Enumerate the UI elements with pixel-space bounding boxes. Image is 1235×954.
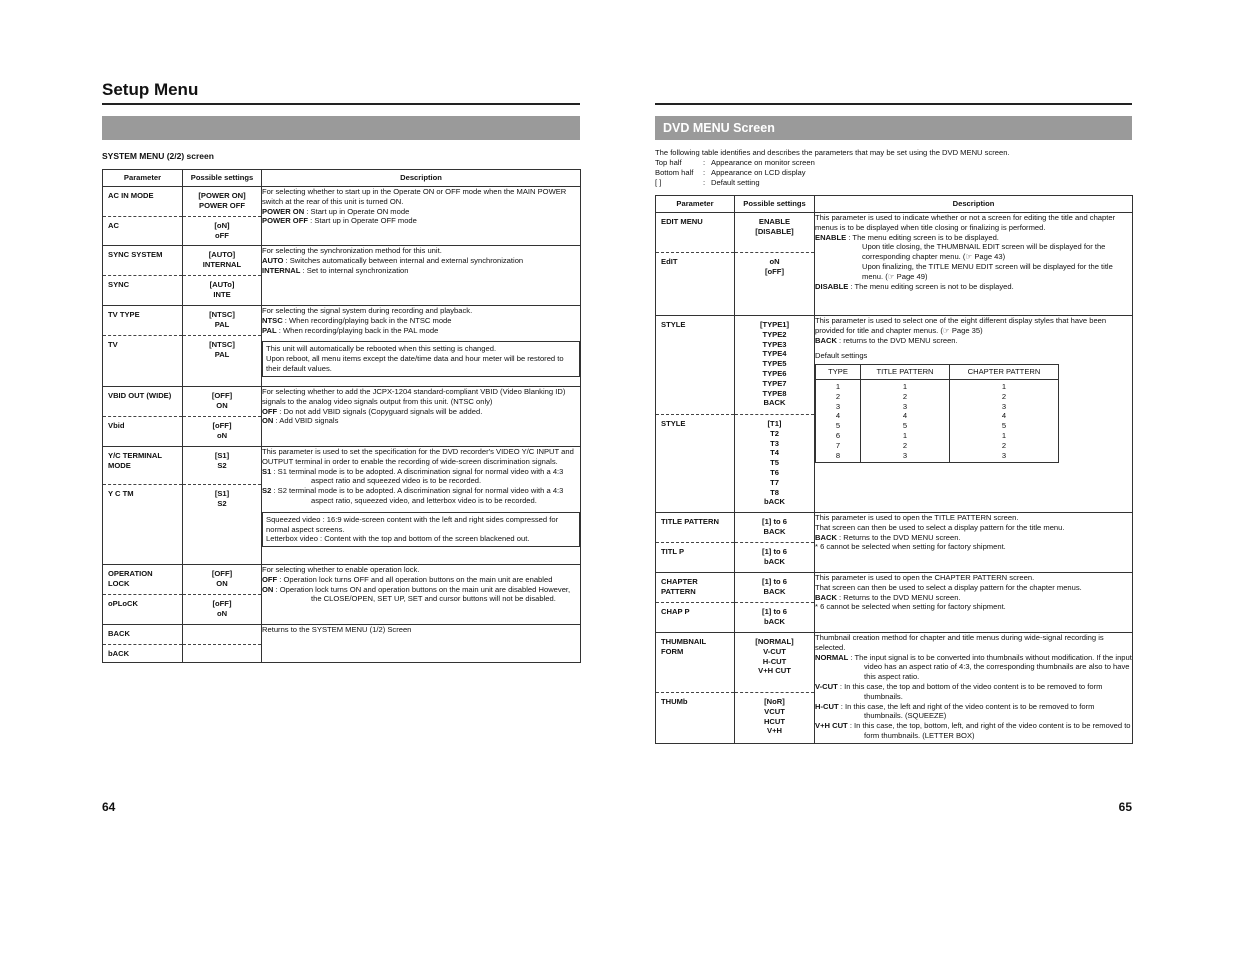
section-band-left (102, 116, 580, 140)
description-line: V+H CUT : In this case, the top, bottom, left, and right of the video content is to be removed to form thumbnails. (LETTER BOX) (815, 721, 1131, 740)
possible-settings: [1] to 6 BACK (762, 577, 787, 596)
settings-stack (735, 213, 814, 280)
title-rule (102, 103, 580, 105)
description-line: * 6 cannot be selected when setting for factory shipment. (815, 542, 1006, 552)
description-line: NORMAL : The input signal is to be converted into thumbnails without modification. If the input video has an aspect ratio of 4:3, the corresponding thumbnails are also to have this aspect ratio. (815, 652, 1132, 682)
possible-settings: [1] to 6 BACK (762, 517, 787, 536)
default-table-column: 1 2 3 4 5 1 2 3 (861, 379, 950, 462)
description-line: OFF : Operation lock turns OFF and all operation buttons on the main unit are enabled (262, 574, 553, 584)
parameter-cell (103, 246, 183, 306)
settings-cell (183, 187, 262, 246)
header-parameter: Parameter (656, 196, 735, 213)
dvd-menu-table (655, 195, 1133, 744)
possible-settings: [TYPE1] TYPE2 TYPE3 TYPE4 TYPE5 TYPE6 TYPE7 TYPE8 BACK (759, 320, 790, 408)
description-line: For selecting whether to add the JCPX-1204 standard-compliant VBID (Video Blanking ID) signals to the analog video signals output from this unit. (NTSC only) (262, 387, 566, 406)
parameter-cell (103, 187, 183, 246)
parameter-stack (656, 513, 734, 572)
description-line: ON : Operation lock turns ON and operation buttons on the main unit are disabled However, the CLOSE/OPEN, SET UP, SET and cursor buttons will not be disabled. (262, 584, 571, 604)
description-cell (262, 565, 581, 625)
description-cell (262, 447, 581, 565)
description-cell (815, 513, 1133, 573)
parameter-stack (103, 625, 182, 662)
description-line: This parameter is used to open the CHAPTER PATTERN screen. (815, 573, 1035, 582)
settings-stack (735, 316, 814, 510)
description-line: Upon finalizing, the TITLE MENU EDIT screen will be displayed for the title menu. (☞ Page 49) (862, 261, 1113, 281)
parameter-name: CHAP P (656, 602, 734, 632)
settings-stack (183, 625, 261, 652)
parameter-cell (103, 447, 183, 565)
settings-cell (183, 447, 262, 565)
title-rule (655, 103, 1132, 105)
parameter-stack (103, 387, 182, 446)
settings-stack (735, 513, 814, 570)
settings-stack (183, 187, 261, 244)
header-possible-settings: Possible settings (735, 196, 815, 213)
header-description: Description (815, 196, 1133, 213)
default-table-header: TITLE PATTERN (861, 365, 950, 380)
parameter-name: Y/C TERMINAL MODE (108, 451, 162, 470)
description-line: BACK : Returns to the DVD MENU screen. (815, 532, 961, 542)
possible-settings: [oFF] oN (183, 594, 261, 622)
table-row (656, 633, 1133, 744)
parameter-name: TV (103, 335, 182, 386)
description-line: OFF : Do not add VBID signals (Copyguard signals will be added. (262, 406, 483, 416)
parameter-name: AC IN MODE (108, 191, 154, 200)
description-line: This parameter is used to select one of the eight different display styles that have been provided for title and chapter menus. (☞ Page 35) (815, 316, 1107, 335)
parameter-cell (103, 306, 183, 387)
parameter-cell (656, 213, 735, 316)
description-line: This parameter is used to set the specification for the DVD recorder's VIDEO Y/C INPUT and OUTPUT terminal in order to enable the recording of wide-screen discrimination signals. (262, 447, 574, 466)
possible-settings: [oFF] oN (183, 416, 261, 444)
possible-settings: [NoR] VCUT HCUT V+H (735, 692, 814, 739)
parameter-cell (656, 633, 735, 744)
description-line: POWER ON : Start up in Operate ON mode (262, 206, 410, 216)
parameter-name: oPLoCK (103, 594, 182, 624)
parameter-name: Vbid (103, 416, 182, 446)
parameter-name: bACK (103, 644, 182, 662)
default-settings-label: Default settings (815, 351, 868, 361)
description-line: For selecting whether to enable operation lock. (262, 565, 420, 574)
parameter-cell (656, 513, 735, 573)
parameter-cell (656, 316, 735, 513)
default-table-header: CHAPTER PATTERN (950, 365, 1059, 380)
description-cell (262, 246, 581, 306)
description-line: S2 : S2 terminal mode is to be adopted. A discrimination signal for normal video with a 4:3 aspect ratio, squeezed video, and letterbox video is to be recorded. (262, 486, 564, 505)
settings-cell (735, 633, 815, 744)
intro-sentence: The following table identifies and describes the parameters that may be set using the DVD MENU screen. (655, 148, 1010, 157)
possible-settings: [OFF] ON (211, 569, 233, 588)
possible-settings: ENABLE [DISABLE] (755, 217, 794, 236)
settings-stack (183, 565, 261, 622)
parameter-stack (656, 633, 734, 743)
description-cell (815, 213, 1133, 316)
possible-settings: [oN] oFF (183, 216, 261, 244)
settings-cell (183, 565, 262, 625)
default-table-column: 1 2 3 4 5 1 2 3 (950, 379, 1059, 462)
description-line: For selecting the signal system during recording and playback. (262, 306, 473, 315)
parameter-name: CHAPTER PATTERN (661, 577, 698, 596)
table-row (656, 316, 1133, 513)
description-line: POWER OFF : Start up in Operate OFF mode (262, 216, 417, 226)
system-menu-table (102, 169, 581, 663)
description-line: AUTO : Switches automatically between internal and external synchronization (262, 255, 524, 265)
possible-settings: [AUTo] INTE (183, 275, 261, 303)
parameter-cell (103, 387, 183, 447)
parameter-name: THUMBNAIL FORM (661, 637, 707, 656)
description-line: That screen can then be used to select a display pattern for the chapter menus. (815, 582, 1082, 592)
parameter-cell (103, 625, 183, 663)
parameter-name: EDIT MENU (661, 217, 703, 226)
description-line: This parameter is used to open the TITLE PATTERN screen. (815, 513, 1019, 522)
description-line: For selecting whether to start up in the Operate ON or OFF mode when the MAIN POWER switch at the rear of this unit is turned ON. (262, 187, 567, 206)
description-line: This parameter is used to indicate whether or not a screen for editing the title and chapter menus is to be displayed when title closing or finalizing is performed. (815, 213, 1116, 232)
possible-settings: [1] to 6 bACK (735, 542, 814, 570)
parameter-name: SYNC (103, 275, 182, 305)
parameter-name: TV TYPE (108, 310, 140, 319)
table-row (103, 625, 581, 663)
possible-settings: [POWER ON] POWER OFF (198, 191, 246, 210)
possible-settings: [NORMAL] V-CUT H-CUT V+H CUT (755, 637, 794, 676)
possible-settings (183, 625, 261, 644)
description-note: This unit will automatically be rebooted when this setting is changed. Upon reboot, all menu items except the date/time data and hour meter will be restored to their default values. (262, 341, 580, 376)
description-line: Returns to the SYSTEM MENU (1/2) Screen (262, 625, 412, 634)
system-menu-subheading: SYSTEM MENU (2/2) screen (102, 151, 214, 161)
possible-settings: [S1] S2 (183, 484, 261, 512)
parameter-stack (103, 306, 182, 386)
description-line: DISABLE : The menu editing screen is not to be displayed. (815, 281, 1014, 291)
table-row (103, 387, 581, 447)
parameter-cell (103, 565, 183, 625)
parameter-name: VBID OUT (WIDE) (108, 391, 172, 400)
description-line: ON : Add VBID signals (262, 416, 339, 426)
settings-cell (735, 213, 815, 316)
possible-settings: [NTSC] PAL (183, 335, 261, 363)
parameter-stack (656, 213, 734, 315)
dvd-menu-band: DVD MENU Screen (655, 116, 1132, 140)
description-cell (262, 306, 581, 387)
table-row (103, 246, 581, 306)
header-possible-settings: Possible settings (183, 170, 262, 187)
parameter-stack (656, 316, 734, 512)
parameter-name: SYNC SYSTEM (108, 250, 163, 259)
table-row (656, 213, 1133, 316)
parameter-stack (103, 187, 182, 245)
description-line: Upon title closing, the THUMBNAIL EDIT screen will be displayed for the corresponding chapter menu. (☞ Page 43) (862, 242, 1106, 262)
parameter-name: BACK (108, 629, 130, 638)
settings-stack (735, 633, 814, 739)
parameter-name: Y C TM (103, 484, 182, 564)
legend-row: Top half : Appearance on monitor screen (655, 158, 815, 167)
description-line: Thumbnail creation method for chapter and title menus during wide-signal recording is selected. (815, 633, 1104, 652)
description-line: For selecting the synchronization method for this unit. (262, 246, 442, 255)
parameter-stack (103, 565, 182, 624)
legend-row: [ ] : Default setting (655, 178, 760, 187)
parameter-name: AC (103, 216, 182, 245)
possible-settings: [AUTO] INTERNAL (202, 250, 242, 269)
parameter-name: STYLE (661, 320, 686, 329)
description-line: H-CUT : In this case, the left and right of the video content is to be removed to form thumbnails. (SQUEEZE) (815, 701, 1095, 721)
possible-settings: oN [oFF] (735, 252, 814, 280)
table-row (103, 565, 581, 625)
description-cell (262, 187, 581, 246)
settings-cell (735, 513, 815, 573)
page-title: Setup Menu (102, 80, 199, 99)
intro-text (655, 148, 1132, 188)
settings-stack (735, 573, 814, 630)
description-line: BACK : Returns to the DVD MENU screen. (815, 592, 961, 602)
default-table-header: TYPE (816, 365, 861, 380)
settings-stack (183, 447, 261, 512)
settings-cell (183, 387, 262, 447)
description-cell (815, 316, 1133, 513)
possible-settings: [OFF] ON (211, 391, 233, 410)
parameter-name: EdIT (656, 252, 734, 315)
description-cell (815, 633, 1133, 744)
description-line: * 6 cannot be selected when setting for factory shipment. (815, 602, 1006, 612)
header-parameter: Parameter (103, 170, 183, 187)
description-line: NTSC : When recording/playing back in the NTSC mode (262, 315, 452, 325)
page-number: 65 (1118, 800, 1132, 814)
table-row (103, 187, 581, 246)
table-row (656, 513, 1133, 573)
parameter-name: STYLE (656, 414, 734, 512)
settings-stack (183, 246, 261, 303)
parameter-name: TITL P (656, 542, 734, 572)
page-number: 64 (102, 800, 116, 814)
description-cell (262, 625, 581, 663)
table-row (103, 306, 581, 387)
settings-cell (735, 573, 815, 633)
header-description: Description (262, 170, 581, 187)
description-line: BACK : returns to the DVD MENU screen. (815, 335, 958, 345)
description-line: INTERNAL : Set to internal synchronization (262, 265, 409, 275)
possible-settings: [NTSC] PAL (209, 310, 235, 329)
description-line: V-CUT : In this case, the top and bottom of the video content is to be removed to form thumbnails. (815, 681, 1103, 701)
settings-cell (183, 306, 262, 387)
description-line: ENABLE : The menu editing screen is to be displayed. (815, 232, 999, 242)
possible-settings: [S1] S2 (214, 451, 230, 470)
settings-cell (183, 246, 262, 306)
parameter-stack (103, 246, 182, 305)
possible-settings (183, 644, 261, 652)
settings-cell (183, 625, 262, 663)
description-cell (815, 573, 1133, 633)
parameter-stack (656, 573, 734, 632)
parameter-name: THUMb (656, 692, 734, 743)
settings-stack (183, 306, 261, 363)
table-row (103, 447, 581, 565)
settings-stack (183, 387, 261, 444)
settings-cell (735, 316, 815, 513)
possible-settings: [1] to 6 bACK (735, 602, 814, 630)
parameter-stack (103, 447, 182, 564)
default-settings-table (815, 364, 1059, 463)
description-line: S1 : S1 terminal mode is to be adopted. A discrimination signal for normal video with a 4:3 aspect ratio and squeezed video is to be recorded. (262, 466, 564, 486)
table-row (656, 573, 1133, 633)
parameter-cell (656, 573, 735, 633)
description-note: Squeezed video : 16:9 wide-screen content with the left and right sides compressed for normal aspect screens. Letterbox video : Content with the top and bottom of the screen blackened out. (262, 512, 580, 547)
possible-settings: [T1] T2 T3 T4 T5 T6 T7 T8 bACK (735, 414, 814, 510)
parameter-name: TITLE PATTERN (661, 517, 719, 526)
description-cell (262, 387, 581, 447)
description-line: That screen can then be used to select a display pattern for the title menu. (815, 522, 1065, 532)
default-table-column: 1 2 3 4 5 6 7 8 (816, 379, 861, 462)
description-line: PAL : When recording/playing back in the PAL mode (262, 325, 439, 335)
legend-row: Bottom half : Appearance on LCD display (655, 168, 806, 177)
parameter-name: OPERATION LOCK (108, 569, 153, 588)
